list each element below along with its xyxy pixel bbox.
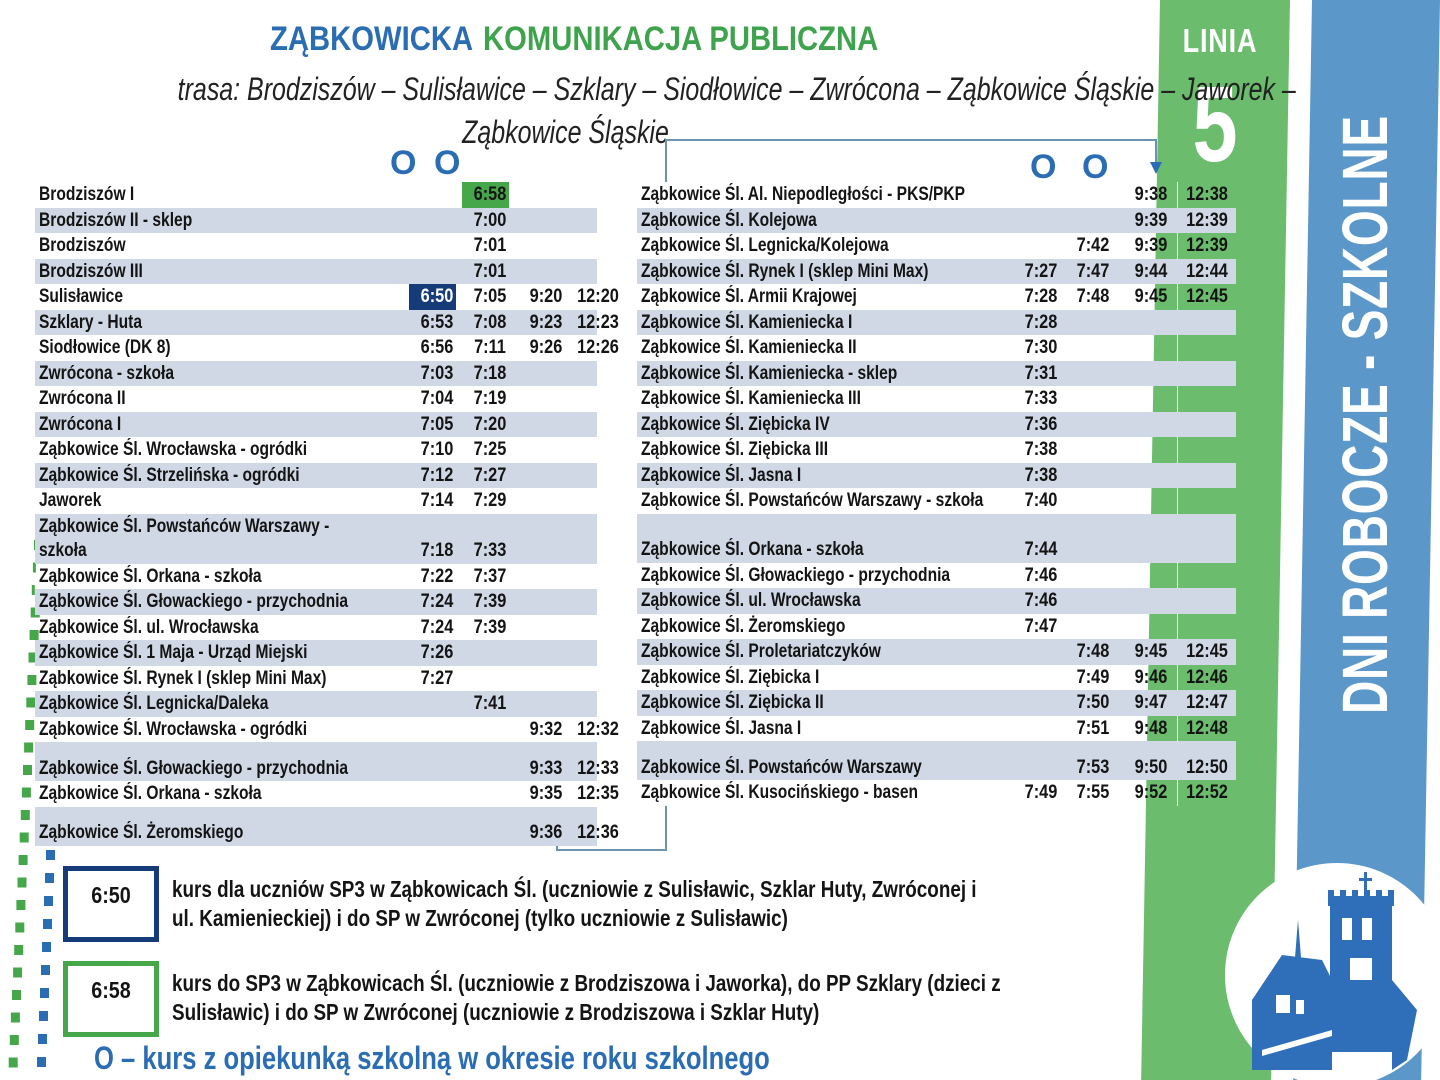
stop-name: Sulisławice (39, 286, 124, 307)
departure-time: 7:30 (1024, 337, 1058, 358)
decor-dot-blue (44, 896, 53, 906)
stop-name: Ząbkowice Śl. Kamieniecka III (641, 388, 861, 409)
table-row (637, 716, 1236, 742)
footnote-text: O – kurs z opiekunką szkolną w okresie roku szkolnego (94, 1040, 770, 1076)
departure-time: 7:01 (473, 260, 507, 282)
route-line-1: trasa: Brodziszów – Sulisławice – Szklary – Siodłowice – Zwrócona – Ząbkowice Śląskie – Jaworek – (177, 71, 1296, 107)
legend-box-green (63, 961, 159, 1037)
departure-time: 7:28 (1024, 311, 1058, 333)
table-row (637, 284, 1236, 310)
table-row (637, 780, 1236, 806)
table-row (35, 233, 597, 259)
table-row (637, 310, 1236, 336)
departure-time: 7:18 (473, 362, 507, 384)
departure-time: 7:49 (1024, 782, 1058, 803)
departure-time: 7:12 (420, 464, 454, 486)
stop-name: Ząbkowice Śl. Orkana - szkoła (641, 539, 864, 560)
decor-dot-green (10, 1035, 19, 1045)
departure-time: 7:38 (1024, 439, 1058, 460)
table-row (35, 208, 597, 234)
table-row (637, 665, 1236, 691)
departure-time: 9:36 (529, 822, 563, 843)
departure-time: 7:11 (474, 337, 506, 358)
departure-time: 9:46 (1134, 666, 1168, 688)
decor-dot-green (9, 1058, 18, 1068)
o-mark: O (390, 144, 417, 182)
decor-dot-green (14, 945, 23, 955)
decor-dot-green (25, 720, 34, 730)
stop-name: Ząbkowice Śl. Żeromskiego (39, 822, 244, 843)
table-row (35, 259, 597, 285)
table-row (637, 208, 1236, 234)
departure-time: 9:50 (1134, 756, 1168, 778)
table-row (35, 335, 619, 361)
table-row (35, 807, 619, 846)
stop-name: Ząbkowice Śl. Żeromskiego (641, 615, 846, 637)
table-row (35, 412, 597, 438)
stop-name: Zwrócona II (39, 388, 126, 409)
departure-time: 9:47 (1134, 692, 1168, 713)
table-row (35, 310, 619, 336)
departure-time: 7:39 (473, 591, 507, 612)
departure-time: 7:37 (473, 565, 507, 587)
stop-name: Ząbkowice Śl. Legnicka/Daleka (39, 693, 269, 714)
departure-time: 7:27 (420, 667, 454, 689)
legend-line: ul. Kamienieckiej) i do SP w Zwróconej (tylko uczniowie z Sulisławic) (172, 905, 788, 931)
departure-time: 9:52 (1134, 782, 1168, 803)
departure-time: 12:45 (1186, 641, 1228, 662)
departure-time: 7:27 (1024, 260, 1058, 282)
departure-time: 7:46 (1024, 564, 1058, 586)
departure-time: 12:36 (577, 822, 619, 843)
stop-name: Brodziszów I (39, 184, 135, 205)
stop-name: Ząbkowice Śl. Kamieniecka II (641, 337, 857, 358)
table-row (637, 386, 1236, 412)
departure-time: 12:39 (1186, 209, 1228, 231)
departure-time: 12:33 (577, 757, 619, 779)
departure-time: 7:48 (1076, 286, 1110, 307)
decor-dot-green (20, 833, 29, 843)
stop-name: Ząbkowice Śl. Armii Krajowej (641, 286, 857, 307)
stop-name: Ząbkowice Śl. Wrocławska - ogródki (39, 718, 308, 740)
departure-time: 9:45 (1134, 286, 1168, 307)
departure-time: 7:26 (420, 642, 454, 663)
o-mark: O (434, 144, 461, 182)
table-row (637, 690, 1236, 716)
table-row (637, 412, 1236, 438)
legend-line: kurs do SP3 w Ząbkowicach Śl. (uczniowie z Brodziszowa i Jaworka), do PP Szklary (dzieci z (172, 970, 1001, 996)
departure-time: 7:25 (473, 439, 507, 460)
decor-dot-green (13, 968, 22, 978)
legend-text (172, 969, 1052, 1027)
table-row (35, 742, 619, 781)
departure-time: 12:52 (1186, 782, 1228, 803)
departure-time: 7:47 (1076, 260, 1110, 282)
stop-name: Ząbkowice Śl. Głowackiego - przychodnia (39, 591, 349, 612)
table-row (637, 182, 1236, 208)
departure-time: 7:01 (473, 235, 507, 256)
departure-time: 7:00 (473, 209, 507, 231)
table-row (35, 514, 597, 564)
departure-time: 7:05 (420, 413, 454, 435)
table-row (35, 717, 619, 743)
stop-name: Ząbkowice Śl. Powstańców Warszawy - szkoła (39, 515, 330, 561)
decor-dot-green (22, 788, 31, 798)
table-row (35, 564, 597, 590)
table-row (637, 488, 1236, 514)
stop-name: Ząbkowice Śl. Ziębicka II (641, 692, 824, 713)
departure-time: 7:50 (1076, 692, 1110, 713)
departure-time: 7:55 (1076, 782, 1110, 803)
table-row (35, 284, 619, 310)
day-type-title: DNI ROBOCZE - SZKOLNE (1329, 115, 1401, 714)
legend-time: 6:58 (91, 977, 131, 1003)
departure-time: 9:26 (529, 337, 563, 358)
stop-name: Szklary - Huta (39, 311, 143, 333)
departure-time: 7:29 (473, 490, 507, 511)
table-row (637, 563, 1236, 589)
departure-time: 12:45 (1186, 286, 1228, 307)
legend-line: Sulisławic) i do SP w Zwróconej (uczniowie z Brodziszowa i Szklar Huty) (172, 999, 820, 1025)
departure-time: 12:46 (1186, 666, 1228, 688)
departure-time: 7:47 (1024, 615, 1058, 637)
stop-name: Ząbkowice Śl. Rynek I (sklep Mini Max) (39, 667, 327, 689)
legend-line: kurs dla uczniów SP3 w Ząbkowicach Śl. (uczniowie z Sulisławic, Szklar Huty, Zwróconej i (172, 876, 977, 902)
departure-time: 12:50 (1186, 756, 1228, 778)
departure-time: 6:56 (420, 337, 454, 358)
decor-dot-green (18, 878, 27, 888)
table-row (35, 666, 597, 692)
table-row (35, 361, 597, 387)
stop-name: Ząbkowice Śl. Wrocławska - ogródki (39, 439, 308, 460)
table-row (35, 589, 597, 615)
table-row (35, 691, 597, 717)
legend-box-navy (63, 866, 159, 942)
decor-dot-green (12, 990, 21, 1000)
stop-name: Ząbkowice Śl. Rynek I (sklep Mini Max) (641, 260, 929, 282)
decor-dot-blue (39, 1011, 48, 1021)
stop-name: Zwrócona I (39, 413, 122, 435)
departure-time: 12:26 (577, 337, 619, 358)
stop-name: Ząbkowice Śl. Ziębicka IV (641, 413, 830, 435)
decor-dot-green (11, 1013, 20, 1023)
departure-time: 9:44 (1134, 260, 1168, 282)
departure-time: 7:38 (1024, 464, 1058, 486)
decor-dot-green (26, 698, 35, 708)
departure-time: 9:48 (1134, 717, 1168, 739)
decor-dot-green (24, 743, 33, 753)
stop-name: Ząbkowice Śl. Kamieniecka I (641, 311, 853, 333)
stop-name: Ząbkowice Śl. Jasna I (641, 464, 802, 486)
stop-name: Ząbkowice Śl. Powstańców Warszawy - szkoła (641, 490, 984, 511)
departure-time: 9:32 (529, 718, 563, 740)
table-row (637, 233, 1236, 259)
o-mark: O (1082, 148, 1109, 186)
timetable-left (35, 182, 619, 846)
table-row (35, 615, 597, 641)
stop-name: Ząbkowice Śl. Ziębicka I (641, 666, 820, 688)
decor-dot-green (19, 855, 28, 865)
departure-time: 6:50 (420, 286, 454, 307)
table-row (637, 361, 1236, 387)
departure-time: 7:03 (420, 362, 454, 384)
departure-time: 9:38 (1134, 184, 1168, 205)
departure-time: 12:20 (577, 286, 619, 307)
route-line-2: Ząbkowice Śląskie (461, 114, 669, 150)
departure-time: 9:23 (529, 311, 563, 333)
departure-time: 12:47 (1186, 692, 1228, 713)
stop-name: Zwrócona - szkoła (39, 362, 175, 384)
departure-time: 7:41 (473, 693, 507, 714)
departure-time: 6:58 (473, 184, 507, 205)
decor-dot-blue (46, 850, 55, 860)
table-row (35, 640, 597, 666)
departure-time: 12:23 (577, 311, 619, 333)
departure-time: 9:20 (529, 286, 563, 307)
page-title (0, 20, 1180, 59)
table-row (637, 741, 1236, 780)
departure-time: 7:18 (420, 540, 454, 561)
departure-time: 7:53 (1076, 756, 1110, 778)
stop-name: Ząbkowice Śl. Orkana - szkoła (39, 565, 262, 587)
decor-dot-blue (38, 1034, 47, 1044)
stop-name: Ząbkowice Śl. Kamieniecka - sklep (641, 362, 898, 384)
decor-dot-green (15, 923, 24, 933)
line-label: LINIA (1182, 22, 1258, 59)
legend-time: 6:50 (91, 882, 131, 908)
departure-time: 9:35 (529, 783, 563, 804)
stop-name: Ząbkowice Śl. Kolejowa (641, 209, 817, 231)
departure-time: 6:53 (420, 311, 454, 333)
route-description (20, 68, 1296, 154)
stop-name: Ząbkowice Śl. Al. Niepodległości - PKS/PKP (641, 184, 966, 205)
departure-time: 7:49 (1076, 666, 1110, 688)
table-row (637, 463, 1236, 489)
departure-time: 7:48 (1076, 641, 1110, 662)
line-number: 5 (1192, 63, 1238, 184)
departure-time: 7:44 (1024, 539, 1058, 560)
departure-time: 7:42 (1076, 235, 1110, 256)
stop-name: Ząbkowice Śl. ul. Wrocławska (641, 590, 861, 611)
departure-time: 7:24 (420, 616, 454, 638)
departure-time: 7:33 (473, 540, 507, 561)
departure-time: 12:39 (1186, 235, 1228, 256)
table-row (35, 781, 619, 807)
departure-time: 12:32 (577, 718, 619, 740)
departure-time: 12:48 (1186, 717, 1228, 739)
table-row (637, 437, 1236, 463)
table-row (637, 514, 1236, 563)
table-row (637, 614, 1236, 640)
stop-name: Ząbkowice Śl. Proletariatczyków (641, 641, 881, 662)
departure-time: 7:22 (420, 565, 454, 587)
title-part-green: KOMUNIKACJA PUBLICZNA (482, 20, 879, 58)
departure-time: 9:33 (529, 757, 563, 779)
departure-time: 9:39 (1134, 209, 1168, 231)
stop-name: Ząbkowice Śl. Głowackiego - przychodnia (39, 757, 349, 779)
table-row (35, 386, 597, 412)
legend-text (172, 875, 1052, 933)
table-row (637, 259, 1236, 285)
departure-time: 12:44 (1186, 260, 1228, 282)
departure-time: 7:39 (473, 616, 507, 638)
decor-dot-blue (42, 942, 51, 952)
decor-dot-green (16, 900, 25, 910)
departure-time: 9:39 (1134, 235, 1168, 256)
decor-dot-blue (43, 919, 52, 929)
town-hall-tower-logo-icon (1222, 860, 1440, 1080)
stop-name: Ząbkowice Śl. Powstańców Warszawy (641, 756, 922, 778)
stop-name: Jaworek (39, 490, 102, 511)
table-row (35, 437, 597, 463)
departure-time: 9:45 (1134, 641, 1168, 662)
table-row (35, 488, 597, 514)
departure-time: 7:08 (473, 311, 507, 333)
stop-name: Brodziszów III (39, 260, 143, 282)
departure-time: 7:20 (473, 413, 507, 435)
departure-time: 7:36 (1024, 413, 1058, 435)
stop-name: Ząbkowice Śl. Ziębicka III (641, 439, 829, 460)
decor-dot-blue (41, 965, 50, 975)
stop-name: Ząbkowice Śl. Orkana - szkoła (39, 783, 262, 804)
stop-name: Ząbkowice Śl. 1 Maja - Urząd Miejski (39, 642, 308, 663)
departure-time: 12:35 (577, 783, 619, 804)
departure-time: 7:28 (1024, 286, 1058, 307)
footnote (94, 1038, 939, 1078)
decor-dot-blue (37, 1057, 46, 1067)
decor-dot-green (21, 810, 30, 820)
table-row (637, 639, 1236, 665)
departure-time: 7:24 (420, 591, 454, 612)
departure-time: 7:04 (420, 388, 454, 409)
stop-name: Ząbkowice Śl. ul. Wrocławska (39, 616, 259, 638)
departure-time: 7:14 (420, 490, 454, 511)
stop-name: Ząbkowice Śl. Strzelińska - ogródki (39, 464, 300, 486)
stop-name: Brodziszów II - sklep (39, 209, 193, 231)
table-row (35, 182, 597, 208)
o-mark: O (1030, 148, 1057, 186)
stop-name: Ząbkowice Śl. Legnicka/Kolejowa (641, 235, 889, 256)
stop-name: Brodziszów (39, 235, 126, 256)
table-row (637, 588, 1236, 614)
departure-time: 7:10 (420, 439, 454, 460)
decor-dot-green (23, 765, 32, 775)
departure-time: 7:05 (473, 286, 507, 307)
title-part-blue: ZĄBKOWICKA (270, 20, 474, 58)
departure-time: 7:27 (473, 464, 507, 486)
stop-name: Ząbkowice Śl. Jasna I (641, 717, 802, 739)
departure-time: 7:19 (473, 388, 507, 409)
timetable-right (637, 182, 1236, 806)
table-row (637, 335, 1236, 361)
decor-dot-blue (45, 873, 54, 883)
departure-time: 7:31 (1024, 362, 1058, 384)
departure-time: 7:33 (1024, 388, 1058, 409)
departure-time: 7:40 (1024, 490, 1058, 511)
stop-name: Ząbkowice Śl. Głowackiego - przychodnia (641, 564, 951, 586)
decor-dot-blue (40, 988, 49, 998)
departure-time: 7:51 (1076, 717, 1110, 739)
departure-time: 7:46 (1024, 590, 1058, 611)
stop-name: Siodłowice (DK 8) (39, 337, 171, 358)
stop-name: Ząbkowice Śl. Kusocińskiego - basen (641, 782, 919, 803)
departure-time: 12:38 (1186, 184, 1228, 205)
table-row (35, 463, 597, 489)
